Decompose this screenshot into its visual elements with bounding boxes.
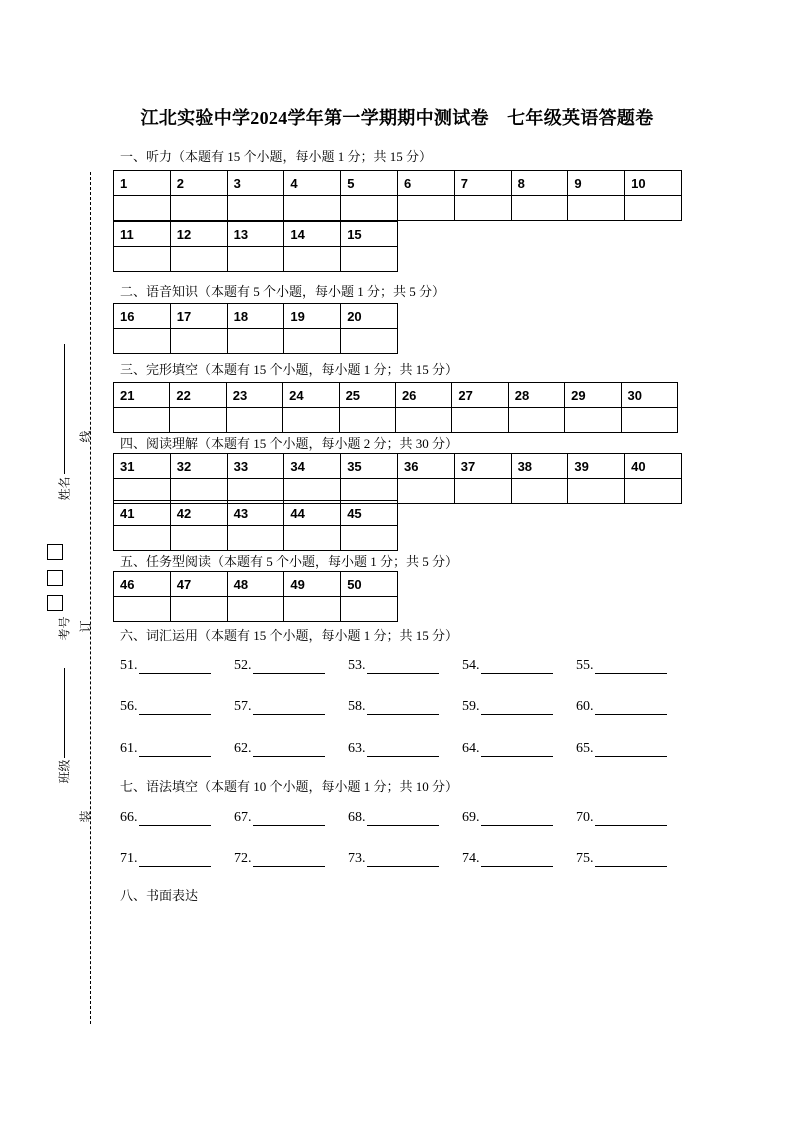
question-number: 50 xyxy=(341,572,398,597)
question-number: 46 xyxy=(114,572,171,597)
answer-grid-reading-a xyxy=(113,453,682,504)
question-number: 27 xyxy=(452,383,508,408)
answer-cell[interactable] xyxy=(227,329,284,354)
question-number: 29 xyxy=(565,383,621,408)
item-number: 70. xyxy=(576,810,594,825)
item-number: 65. xyxy=(576,741,594,756)
answer-grid-listening-b xyxy=(113,221,398,272)
item-number: 59. xyxy=(462,699,480,714)
class-label: 班级 xyxy=(57,759,72,784)
line-label: 线 xyxy=(78,430,93,443)
item-number: 68. xyxy=(348,810,366,825)
item-number: 74. xyxy=(462,851,480,866)
question-number: 31 xyxy=(114,454,171,479)
answer-blank[interactable] xyxy=(481,742,553,757)
question-number: 2 xyxy=(170,171,227,196)
answer-blank[interactable] xyxy=(367,659,439,674)
answer-blank[interactable] xyxy=(139,742,211,757)
answer-cell[interactable] xyxy=(114,597,171,622)
question-number: 21 xyxy=(114,383,170,408)
exam-no-label: 考号 xyxy=(57,616,72,641)
answer-cell[interactable] xyxy=(226,408,282,433)
answer-blank[interactable] xyxy=(367,700,439,715)
question-number: 36 xyxy=(397,454,454,479)
question-number: 48 xyxy=(227,572,284,597)
question-number: 38 xyxy=(511,454,568,479)
item-number: 62. xyxy=(234,741,252,756)
question-number: 10 xyxy=(625,171,682,196)
answer-grid-listening-a xyxy=(113,170,682,221)
answer-cell[interactable] xyxy=(227,597,284,622)
class-blank-line xyxy=(64,668,65,758)
answer-cell[interactable] xyxy=(568,196,625,221)
answer-cell[interactable] xyxy=(170,597,227,622)
fill-row xyxy=(120,658,690,674)
question-number: 14 xyxy=(284,222,341,247)
answer-cell[interactable] xyxy=(452,408,508,433)
answer-cell[interactable] xyxy=(114,408,170,433)
section-heading-phonetics: 二、语音知识（本题有 5 个小题，每小题 1 分；共 5 分） xyxy=(120,284,446,299)
answer-cell[interactable] xyxy=(170,247,227,272)
question-number: 44 xyxy=(284,501,341,526)
answer-cell[interactable] xyxy=(284,329,341,354)
answer-cell[interactable] xyxy=(339,408,395,433)
answer-cell[interactable] xyxy=(284,196,341,221)
answer-cell[interactable] xyxy=(227,196,284,221)
seal-label: 装 xyxy=(78,810,93,823)
answer-cell[interactable] xyxy=(170,196,227,221)
answer-cell[interactable] xyxy=(625,196,682,221)
item-number: 61. xyxy=(120,741,138,756)
answer-grid-cloze xyxy=(113,382,678,433)
item-number: 52. xyxy=(234,658,252,673)
question-number: 22 xyxy=(170,383,226,408)
answer-cell[interactable] xyxy=(170,526,227,551)
item-number: 66. xyxy=(120,810,138,825)
answer-grid-phonetics xyxy=(113,303,398,354)
answer-cell[interactable] xyxy=(568,479,625,504)
section-heading-listening: 一、听力（本题有 15 个小题，每小题 1 分；共 15 分） xyxy=(120,149,433,164)
section-heading-writing: 八、书面表达 xyxy=(120,888,199,903)
question-number: 26 xyxy=(395,383,451,408)
item-number: 67. xyxy=(234,810,252,825)
answer-cell[interactable] xyxy=(397,479,454,504)
answer-cell[interactable] xyxy=(341,329,398,354)
question-number: 42 xyxy=(170,501,227,526)
fill-row xyxy=(120,851,690,867)
answer-blank[interactable] xyxy=(367,852,439,867)
answer-blank[interactable] xyxy=(367,742,439,757)
question-number: 39 xyxy=(568,454,625,479)
fill-row xyxy=(120,810,690,826)
answer-cell[interactable] xyxy=(341,196,398,221)
question-number: 8 xyxy=(511,171,568,196)
exam-no-box[interactable] xyxy=(47,595,63,611)
question-number: 5 xyxy=(341,171,398,196)
exam-no-box[interactable] xyxy=(47,544,63,560)
item-number: 60. xyxy=(576,699,594,714)
answer-grid-reading-b xyxy=(113,500,398,551)
answer-blank[interactable] xyxy=(367,811,439,826)
answer-blank[interactable] xyxy=(481,852,553,867)
answer-cell[interactable] xyxy=(227,526,284,551)
question-number: 13 xyxy=(227,222,284,247)
answer-cell[interactable] xyxy=(341,597,398,622)
answer-cell[interactable] xyxy=(621,408,677,433)
question-number: 24 xyxy=(283,383,339,408)
question-number: 12 xyxy=(170,222,227,247)
answer-cell[interactable] xyxy=(170,408,226,433)
answer-cell[interactable] xyxy=(114,329,171,354)
answer-blank[interactable] xyxy=(139,659,211,674)
item-number: 58. xyxy=(348,699,366,714)
question-number: 47 xyxy=(170,572,227,597)
exam-no-box[interactable] xyxy=(47,570,63,586)
question-number: 45 xyxy=(341,501,398,526)
section-heading-task-reading: 五、任务型阅读（本题有 5 个小题，每小题 1 分；共 5 分） xyxy=(120,554,459,569)
question-number: 28 xyxy=(508,383,564,408)
answer-blank[interactable] xyxy=(253,742,325,757)
question-number: 40 xyxy=(625,454,682,479)
item-number: 63. xyxy=(348,741,366,756)
question-number: 41 xyxy=(114,501,171,526)
question-number: 18 xyxy=(227,304,284,329)
answer-blank[interactable] xyxy=(253,811,325,826)
page-title: 江北实验中学2024学年第一学期期中测试卷 七年级英语答题卷 xyxy=(140,108,654,128)
item-number: 75. xyxy=(576,851,594,866)
question-number: 49 xyxy=(284,572,341,597)
answer-cell[interactable] xyxy=(397,196,454,221)
answer-cell[interactable] xyxy=(284,597,341,622)
answer-cell[interactable] xyxy=(284,247,341,272)
answer-blank[interactable] xyxy=(253,659,325,674)
item-number: 56. xyxy=(120,699,138,714)
answer-cell[interactable] xyxy=(114,526,171,551)
section-heading-cloze: 三、完形填空（本题有 15 个小题，每小题 1 分；共 15 分） xyxy=(120,362,459,377)
question-number: 16 xyxy=(114,304,171,329)
answer-blank[interactable] xyxy=(253,852,325,867)
question-number: 9 xyxy=(568,171,625,196)
item-number: 64. xyxy=(462,741,480,756)
item-number: 54. xyxy=(462,658,480,673)
question-number: 32 xyxy=(170,454,227,479)
item-number: 57. xyxy=(234,699,252,714)
item-number: 73. xyxy=(348,851,366,866)
answer-cell[interactable] xyxy=(454,479,511,504)
answer-cell[interactable] xyxy=(341,526,398,551)
name-label: 姓名 xyxy=(57,476,72,501)
question-number: 7 xyxy=(454,171,511,196)
question-number: 4 xyxy=(284,171,341,196)
answer-cell[interactable] xyxy=(511,196,568,221)
answer-grid-task-reading xyxy=(113,571,398,622)
answer-blank[interactable] xyxy=(139,852,211,867)
question-number: 35 xyxy=(341,454,398,479)
answer-cell[interactable] xyxy=(283,408,339,433)
question-number: 15 xyxy=(341,222,398,247)
answer-blank[interactable] xyxy=(139,700,211,715)
answer-cell[interactable] xyxy=(341,247,398,272)
item-number: 55. xyxy=(576,658,594,673)
fill-row xyxy=(120,741,690,757)
answer-cell[interactable] xyxy=(170,329,227,354)
answer-cell[interactable] xyxy=(511,479,568,504)
section-heading-vocabulary: 六、词汇运用（本题有 15 个小题，每小题 1 分；共 15 分） xyxy=(120,628,459,643)
answer-cell[interactable] xyxy=(508,408,564,433)
question-number: 43 xyxy=(227,501,284,526)
answer-cell[interactable] xyxy=(395,408,451,433)
name-blank-line xyxy=(64,344,65,474)
section-heading-grammar: 七、语法填空（本题有 10 个小题，每小题 1 分；共 10 分） xyxy=(120,779,459,794)
answer-blank[interactable] xyxy=(595,700,667,715)
answer-cell[interactable] xyxy=(565,408,621,433)
answer-cell[interactable] xyxy=(114,247,171,272)
answer-cell[interactable] xyxy=(454,196,511,221)
question-number: 37 xyxy=(454,454,511,479)
fill-row xyxy=(120,699,690,715)
question-number: 34 xyxy=(284,454,341,479)
question-number: 11 xyxy=(114,222,171,247)
question-number: 25 xyxy=(339,383,395,408)
answer-blank[interactable] xyxy=(595,852,667,867)
question-number: 1 xyxy=(114,171,171,196)
item-number: 53. xyxy=(348,658,366,673)
section-heading-reading: 四、阅读理解（本题有 15 个小题，每小题 2 分；共 30 分） xyxy=(120,436,459,451)
answer-blank[interactable] xyxy=(481,700,553,715)
binding-dashed-line xyxy=(90,172,91,1024)
question-number: 6 xyxy=(397,171,454,196)
answer-cell[interactable] xyxy=(227,247,284,272)
staple-label: 订 xyxy=(78,620,93,633)
question-number: 33 xyxy=(227,454,284,479)
item-number: 69. xyxy=(462,810,480,825)
answer-blank[interactable] xyxy=(595,659,667,674)
question-number: 20 xyxy=(341,304,398,329)
answer-blank[interactable] xyxy=(253,700,325,715)
answer-blank[interactable] xyxy=(595,811,667,826)
item-number: 72. xyxy=(234,851,252,866)
answer-cell[interactable] xyxy=(284,526,341,551)
question-number: 19 xyxy=(284,304,341,329)
question-number: 17 xyxy=(170,304,227,329)
answer-cell[interactable] xyxy=(625,479,682,504)
answer-cell[interactable] xyxy=(114,196,171,221)
question-number: 3 xyxy=(227,171,284,196)
answer-blank[interactable] xyxy=(481,811,553,826)
item-number: 71. xyxy=(120,851,138,866)
answer-blank[interactable] xyxy=(139,811,211,826)
question-number: 23 xyxy=(226,383,282,408)
question-number: 30 xyxy=(621,383,677,408)
answer-blank[interactable] xyxy=(595,742,667,757)
item-number: 51. xyxy=(120,658,138,673)
answer-blank[interactable] xyxy=(481,659,553,674)
